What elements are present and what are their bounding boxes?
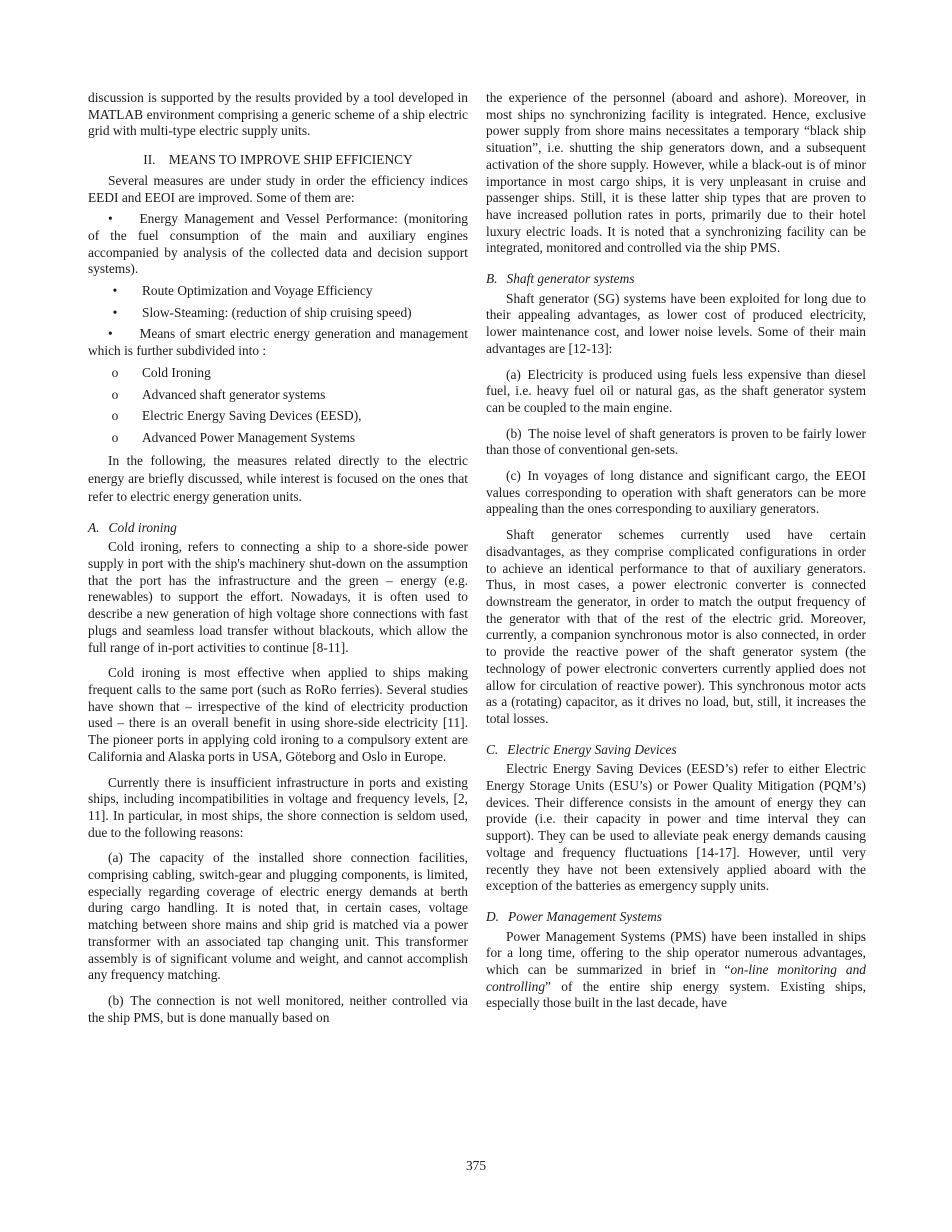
bullet-item-2: • Route Optimization and Voyage Efficiency xyxy=(88,283,468,300)
following-paragraph: In the following, the measures related directly to the electric energy are briefly discussed, while interest is focused on the ones that refer to electric energy generation units. xyxy=(88,452,468,504)
intro-paragraph: discussion is supported by the results provided by a tool developed in MATLAB environment comprising a generic scheme of a ship electric grid with multi-type electric supply units. xyxy=(88,90,468,139)
section-b-item-a: (a) Electricity is produced using fuels less expensive than diesel fuel, i.e. heavy fuel oil or natural gas, as the shaft generator system can be coupled to the main engine. xyxy=(486,366,866,415)
bullet-marker: • xyxy=(108,326,113,342)
section-b-item-c: (c) In voyages of long distance and significant cargo, the EEOI values corresponding to operation with shaft generators can be more appealing than the ones corresponding to auxiliary generators. xyxy=(486,468,866,517)
right-column xyxy=(486,90,866,1012)
bullet-marker: • xyxy=(112,283,118,299)
bullet-marker: • xyxy=(108,211,113,227)
sub-marker: o xyxy=(111,364,119,380)
sub-marker: o xyxy=(111,386,119,402)
sub-item-1: o Cold Ironing xyxy=(88,365,468,382)
section-c-paragraph: Electric Energy Saving Devices (EESD’s) refer to either Electric Energy Storage Units (ESU’s) or Power Quality Mitigation (PQM’s) devices. Their difference consists in the amount of energy they can provide (i.e. their capacity in power and time interval they can support). They can be used to alleviate peak energy demands causing voltage and frequency fluctuations [14-17]. However, until very recently they have not been extensively applied aboard with the exception of the batteries as emergency supply units. xyxy=(486,761,866,894)
section-b-item-b: (b) The noise level of shaft generators is proven to be fairly lower than those of conventional gen-sets. xyxy=(486,425,866,458)
bullet-item-1: • Energy Management and Vessel Performance: (monitoring of the fuel consumption of the main and auxiliary engines accompanied by analysis of the collected data and decision support systems). xyxy=(88,211,468,277)
sub-item-3: o Electric Energy Saving Devices (EESD), xyxy=(88,408,468,425)
sub-item-2: o Advanced shaft generator systems xyxy=(88,387,468,404)
page-number: 375 xyxy=(465,1158,487,1173)
continued-paragraph: the experience of the personnel (aboard and ashore). Moreover, in most ships no synchronizing facility is integrated. Hence, exclusive power supply from shore mains necessitates a temporary “black ship situation”, i.e. shutting the ship generators down, and a subsequent activation of the shore supply. However, while a black-out is of minor importance in most cargo ships, it is very unpleasant in cruise and passenger ships. Still, it is these latter ship types that are proven to have increased pollution rates in ports, primarily due to their hotel luxury electric loads. It is noted that a synchronizing facility can be integrated, monitored and controlled via the ship PMS. xyxy=(486,90,866,256)
section-2-heading: II. MEANS TO IMPROVE SHIP EFFICIENCY xyxy=(143,152,413,168)
left-column xyxy=(88,90,468,1026)
section-b-paragraph-2: Shaft generator schemes currently used have certain disadvantages, as they comprise complicated configurations in order to achieve an identical performance to that of auxiliary generators. Thus, in most cases, a power electronic converter is connected downstream the generator, in order to match the output frequency of the generator with that of the rest of the electric grid. Moreover, currently, a companion synchronous motor is also connected, in order to provide the reactive power of the shaft generator system (the technology of power electronic converters currently applied does not allow for circulation of reactive power). This synchronous motor acts as a (rotating) capacitor, as it drives no load, but, still, it increases the total losses. xyxy=(486,527,866,726)
section-b-paragraph-1: Shaft generator (SG) systems have been exploited for long due to their appealing advantages, as lower cost of produced electricity, lower maintenance cost, and lower noise levels. Some of their main advantages are [12-13]: xyxy=(486,290,866,356)
section-a-paragraph-1: Cold ironing, refers to connecting a ship to a shore-side power supply in port with the ship's machinery shut-down on the assumption that the port has the infrastructure and the green – energy (e.g. renewables) to support the effort. Nowadays, it is often used to describe a new generation of high voltage shore connections with fast plugs and seamless load transfer without blackouts, which allow the full range of in-port activities to continue [8-11]. xyxy=(88,539,468,655)
sub-marker: o xyxy=(111,408,119,424)
section-a-paragraph-2: Cold ironing is most effective when applied to ships making frequent calls to the same port (such as RoRo ferries). Several studies have shown that – irrespective of the kind of electricity production used – there is an overall benefit in using shore-side electricity [11]. The pioneer ports in applying cold ironing to a compulsory extent are California and Alaska ports in USA, Göteborg and Oslo in Europe. xyxy=(88,665,468,764)
section-a-item-a: (a) The capacity of the installed shore connection facilities, comprising cabling, switch-gear and plugging components, is limited, especially regarding coverage of electric energy demands at berth during cargo handling. It is noted that, in certain cases, voltage matching between shore mains and ship grid is matched via a power transformer with an associated tap changing unit. This transformer assembly is of significant volume and weight, and cannot accomplish any frequency matching. xyxy=(88,850,468,983)
bullet-marker: • xyxy=(112,304,118,320)
bullet-item-4: • Means of smart electric energy generation and management which is further subdivided into : xyxy=(88,326,468,359)
section-2-paragraph: Several measures are under study in order the efficiency indices EEDI and EEOI are improved. Some of them are: xyxy=(88,172,468,205)
section-a-paragraph-3: Currently there is insufficient infrastructure in ports and existing ships, including incompatibilities in voltage and frequency levels, [2, 11]. In particular, in most ships, the shore connection is seldom used, due to the following reasons: xyxy=(88,774,468,840)
section-c-heading: C. Electric Energy Saving Devices xyxy=(486,741,677,757)
section-d-paragraph: Power Management Systems (PMS) have been installed in ships for a long time, offering to the ship operator numerous advantages, which can be summarized in brief in “on-line monitoring and controlling” of the entire ship energy system. Existing ships, especially those built in the last decade, have xyxy=(486,928,867,1011)
section-a-heading: A. Cold ironing xyxy=(88,519,177,535)
section-a-item-b: (b) The connection is not well monitored, neither controlled via the ship PMS, but is done manually based on xyxy=(88,992,468,1025)
section-b-heading: B. Shaft generator systems xyxy=(486,271,635,287)
section-d-heading: D. Power Management Systems xyxy=(486,908,662,924)
sub-marker: o xyxy=(111,429,119,445)
sub-item-4: o Advanced Power Management Systems xyxy=(88,430,468,447)
bullet-item-3: • Slow-Steaming: (reduction of ship cruising speed) xyxy=(88,305,468,322)
